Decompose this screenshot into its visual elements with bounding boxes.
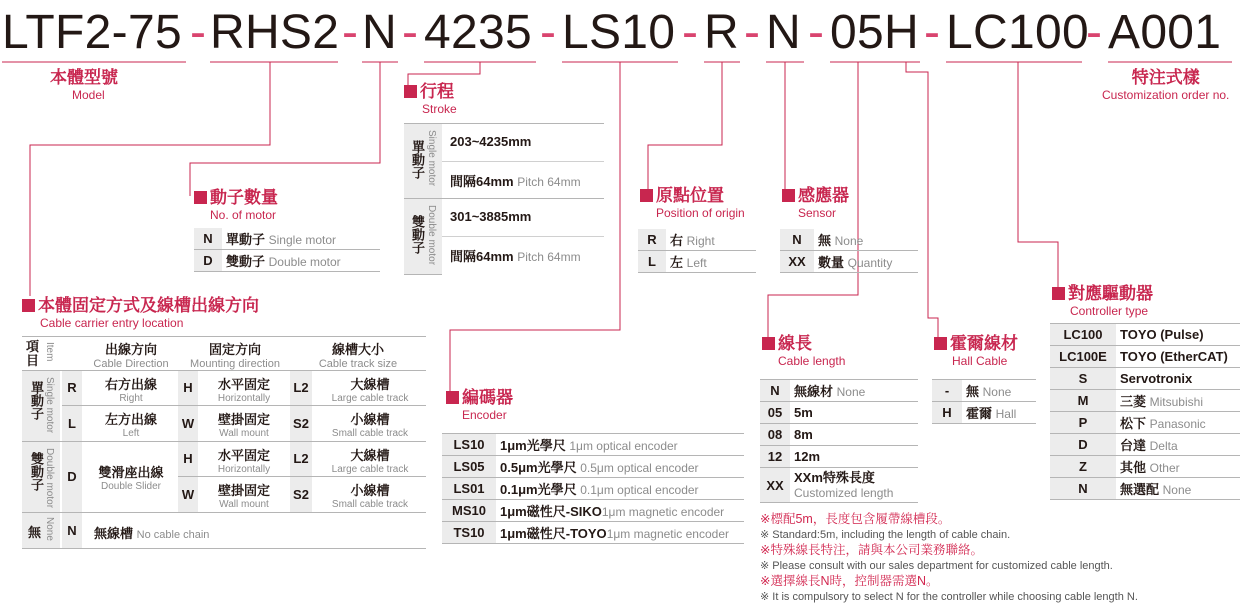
origin-code: R: [638, 229, 666, 251]
none-cn: 無: [28, 525, 42, 540]
code-l: L: [62, 406, 82, 441]
controller-heading: [1052, 284, 1153, 318]
cable-length-desc: XXm特殊長度 Customized length: [790, 468, 918, 503]
code-h: H: [178, 442, 198, 476]
cable-carrier-table: [22, 336, 426, 548]
note-line: ※ Standard:5m, including the length of cable chain.: [760, 528, 1011, 541]
notes: [760, 512, 1138, 605]
table-row: [1050, 412, 1240, 434]
stroke-heading: [404, 82, 457, 116]
table-row: [780, 229, 918, 251]
model-code-dash: -: [808, 6, 825, 59]
origin-desc: 右 Right: [666, 229, 756, 251]
table-row: [442, 434, 744, 456]
encoder-table: [442, 433, 744, 544]
square-icon: [934, 337, 947, 350]
motor-heading: [194, 188, 278, 222]
hall-code: H: [932, 402, 962, 424]
motor-heading-en: No. of motor: [210, 208, 277, 222]
controller-code: D: [1050, 434, 1116, 456]
double-motor-cn: 雙動子: [29, 452, 44, 491]
table-row: [194, 228, 380, 250]
note-line: ※選擇線長N時，控制器需選N。: [760, 574, 939, 588]
none-cell: [22, 513, 60, 548]
stroke-heading-cn: 行程: [420, 82, 454, 101]
double-motor-en: Double motor: [44, 448, 55, 509]
table-row: [1050, 434, 1240, 456]
dir-right: 右方出線 Right: [104, 377, 157, 404]
controller-code: M: [1050, 390, 1116, 412]
code-w: W: [178, 477, 198, 512]
motor-code: N: [194, 228, 222, 250]
controller-desc: TOYO (Pulse): [1116, 324, 1240, 346]
encoder-desc: 0.5μm光學尺 0.5μm optical encoder: [496, 456, 744, 478]
model-label-en: Model: [72, 88, 105, 102]
encoder-heading-en: Encoder: [462, 408, 507, 422]
stroke-single-range: 203~4235mm: [450, 134, 532, 149]
model-code-segment: A001: [1108, 6, 1222, 59]
motor-table: [194, 228, 380, 272]
origin-heading: [640, 186, 745, 220]
stroke-double-pitch: 間隔64mm Pitch 64mm: [450, 249, 581, 264]
custom-label: [1102, 68, 1229, 102]
model-code-segment: R: [704, 6, 739, 59]
hall-heading: [934, 334, 1018, 368]
sensor-table: [780, 229, 918, 273]
controller-desc: 松下 Panasonic: [1116, 412, 1240, 434]
table-row: [932, 402, 1036, 424]
stroke-double-cell: [404, 199, 442, 275]
origin-table: [638, 229, 756, 273]
motor-desc: 雙動子 Double motor: [222, 250, 380, 272]
encoder-code: TS10: [442, 522, 496, 544]
controller-heading-en: Controller type: [1070, 304, 1149, 318]
square-icon: [1052, 287, 1065, 300]
origin-heading-en: Position of origin: [656, 206, 745, 220]
encoder-heading-cn: 編碼器: [462, 388, 513, 407]
model-code-dash: -: [342, 6, 359, 59]
model-code-dash: -: [924, 6, 941, 59]
table-row: [442, 478, 744, 500]
encoder-code: LS10: [442, 434, 496, 456]
square-icon: [446, 391, 459, 404]
motor-heading-cn: 動子數量: [210, 188, 278, 207]
cable-length-code: XX: [760, 468, 790, 503]
code-h: H: [178, 371, 198, 405]
code-r: R: [62, 371, 82, 405]
table-row: [1050, 368, 1240, 390]
note-line: ※ It is compulsory to select N for the controller while choosing cable length N.: [760, 590, 1138, 603]
controller-code: N: [1050, 478, 1116, 500]
origin-code: L: [638, 251, 666, 273]
square-icon: [640, 189, 653, 202]
stroke-double-range: 301~3885mm: [450, 209, 532, 224]
model-code-segment: 05H: [830, 6, 919, 59]
cable-length-code: 12: [760, 446, 790, 468]
model-code-segment: LTF2-75: [2, 6, 182, 59]
single-motor-cn: 單動子: [29, 381, 44, 420]
table-row: [760, 446, 918, 468]
cable-length-code: N: [760, 380, 790, 402]
cable-carrier-heading: [22, 296, 259, 330]
model-code-segment: LS10: [562, 6, 676, 59]
cable-length-table: [760, 379, 918, 503]
table-row: [1050, 456, 1240, 478]
square-icon: [762, 337, 775, 350]
model-label-cn: 本體型號: [50, 68, 118, 87]
header-mount: 固定方向 Mounting direction: [190, 342, 280, 370]
cable-length-heading-cn: 線長: [778, 334, 812, 353]
none-en: None: [44, 517, 55, 541]
table-row: [760, 468, 918, 503]
controller-table: [1050, 323, 1240, 500]
note-line: ※標配5m，長度包含履帶線槽段。: [760, 512, 951, 526]
origin-desc: 左 Left: [666, 251, 756, 273]
sensor-heading-cn: 感應器: [798, 186, 849, 205]
double-motor-cell: [22, 442, 60, 512]
cable-length-heading: [762, 334, 845, 368]
note-line: ※特殊線長特注，請與本公司業務聯絡。: [760, 543, 983, 557]
table-row: [1050, 390, 1240, 412]
encoder-desc: 1μm光學尺 1μm optical encoder: [496, 434, 744, 456]
cable-length-desc: 8m: [790, 424, 918, 446]
table-row: [1050, 324, 1240, 346]
cable-length-code: 08: [760, 424, 790, 446]
table-row: [1050, 478, 1240, 500]
header-item-cn: 項目: [26, 339, 40, 368]
sensor-desc: 無 None: [814, 229, 918, 251]
controller-code: S: [1050, 368, 1116, 390]
table-row: [1050, 346, 1240, 368]
hall-table: [932, 379, 1036, 424]
code-d: D: [62, 442, 82, 512]
no-cable-chain: 無線槽 No cable chain: [94, 526, 210, 541]
table-row: [442, 500, 744, 522]
model-code-dash: -: [1086, 6, 1103, 59]
controller-desc: 三菱 Mitsubishi: [1116, 390, 1240, 412]
square-icon: [22, 299, 35, 312]
table-row: [760, 402, 918, 424]
code-s2: S2: [290, 477, 312, 512]
single-motor-cell: [22, 371, 60, 441]
cable-length-desc: 12m: [790, 446, 918, 468]
controller-code: Z: [1050, 456, 1116, 478]
motor-desc: 單動子 Single motor: [222, 228, 380, 250]
header-direction: 出線方向 Cable Direction: [93, 342, 169, 370]
sensor-heading-en: Sensor: [798, 206, 837, 220]
stroke-table: [404, 123, 604, 274]
track-small: 小線槽 Small cable track: [331, 483, 409, 510]
controller-code: LC100: [1050, 324, 1116, 346]
custom-label-en: Customization order no.: [1102, 88, 1230, 102]
encoder-code: MS10: [442, 500, 496, 522]
mount-wall: 壁掛固定 Wall mount: [217, 483, 270, 510]
single-motor-en: Single motor: [44, 377, 55, 434]
cable-carrier-heading-en: Cable carrier entry location: [40, 316, 184, 330]
square-icon: [194, 191, 207, 204]
table-row: [442, 522, 744, 544]
controller-heading-cn: 對應驅動器: [1068, 284, 1153, 303]
encoder-heading: [446, 388, 513, 422]
model-code-dash: -: [190, 6, 207, 59]
hall-code: -: [932, 380, 962, 402]
hall-heading-cn: 霍爾線材: [950, 334, 1018, 353]
mount-horizontal: 水平固定 Horizontally: [217, 377, 271, 404]
model-label: [50, 68, 118, 102]
model-code-dash: -: [540, 6, 557, 59]
controller-desc: 其他 Other: [1116, 456, 1240, 478]
sensor-code: N: [780, 229, 814, 251]
code-w: W: [178, 406, 198, 441]
controller-desc: 台達 Delta: [1116, 434, 1240, 456]
stroke-heading-en: Stroke: [422, 102, 457, 116]
mount-horizontal: 水平固定 Horizontally: [217, 448, 271, 475]
hall-desc: 霍爾 Hall: [962, 402, 1036, 424]
header-track: 線槽大小 Cable track size: [318, 342, 398, 370]
table-row: [442, 456, 744, 478]
cable-length-code: 05: [760, 402, 790, 424]
track-small: 小線槽 Small cable track: [331, 412, 409, 439]
controller-desc: TOYO (EtherCAT): [1116, 346, 1240, 368]
encoder-desc: 1μm磁性尺-TOYO1μm magnetic encoder: [496, 522, 744, 544]
encoder-desc: 0.1μm光學尺 0.1μm optical encoder: [496, 478, 744, 500]
table-row: [638, 229, 756, 251]
track-large: 大線槽 Large cable track: [331, 377, 409, 404]
header-item-en: Item: [44, 342, 55, 362]
code-s2: S2: [290, 406, 312, 441]
model-code-segment: 4235: [424, 6, 532, 59]
note-line: ※ Please consult with our sales department for customized cable length.: [760, 559, 1113, 572]
track-large: 大線槽 Large cable track: [331, 448, 409, 475]
controller-desc: Servotronix: [1116, 368, 1240, 390]
sensor-code: XX: [780, 251, 814, 273]
encoder-desc: 1μm磁性尺-SIKO1μm magnetic encoder: [496, 500, 744, 522]
model-code-dash: -: [402, 6, 419, 59]
dir-double: 雙滑座出線 Double Slider: [98, 465, 164, 492]
cable-length-heading-en: Cable length: [778, 354, 846, 368]
model-code-segment: RHS2: [210, 6, 340, 59]
code-l2: L2: [290, 442, 312, 476]
stroke-single-cn: 單動子: [410, 140, 425, 179]
table-row: [932, 380, 1036, 402]
stroke-single-pitch: 間隔64mm Pitch 64mm: [450, 174, 581, 189]
model-code-segment: N: [362, 6, 397, 59]
table-row: [194, 250, 380, 272]
mount-wall: 壁掛固定 Wall mount: [217, 412, 270, 439]
model-code-dash: -: [744, 6, 761, 59]
table-row: [638, 251, 756, 273]
origin-heading-cn: 原點位置: [656, 186, 724, 205]
code-n: N: [62, 513, 82, 548]
encoder-code: LS01: [442, 478, 496, 500]
sensor-heading: [782, 186, 849, 220]
encoder-code: LS05: [442, 456, 496, 478]
model-code-segment: LC100: [946, 6, 1089, 59]
stroke-double-cn: 雙動子: [410, 215, 425, 254]
square-icon: [404, 85, 417, 98]
code-l2: L2: [290, 371, 312, 405]
sensor-desc: 數量 Quantity: [814, 251, 918, 273]
custom-label-cn: 特注式樣: [1131, 68, 1200, 87]
controller-code: LC100E: [1050, 346, 1116, 368]
stroke-double-en: Double motor: [426, 205, 437, 266]
model-code-segment: N: [766, 6, 801, 59]
motor-code: D: [194, 250, 222, 272]
square-icon: [782, 189, 795, 202]
table-row: [780, 251, 918, 273]
stroke-single-en: Single motor: [426, 130, 437, 187]
cable-length-desc: 無線材 None: [790, 380, 918, 402]
dir-left: 左方出線 Left: [104, 412, 157, 439]
hall-desc: 無 None: [962, 380, 1036, 402]
model-code-dash: -: [682, 6, 699, 59]
controller-code: P: [1050, 412, 1116, 434]
hall-heading-en: Hall Cable: [952, 354, 1008, 368]
table-row: [760, 380, 918, 402]
table-row: [760, 424, 918, 446]
cable-length-desc: 5m: [790, 402, 918, 424]
stroke-single-cell: [404, 124, 442, 199]
controller-desc: 無選配 None: [1116, 478, 1240, 500]
cable-carrier-heading-cn: 本體固定方式及線槽出線方向: [38, 296, 259, 315]
